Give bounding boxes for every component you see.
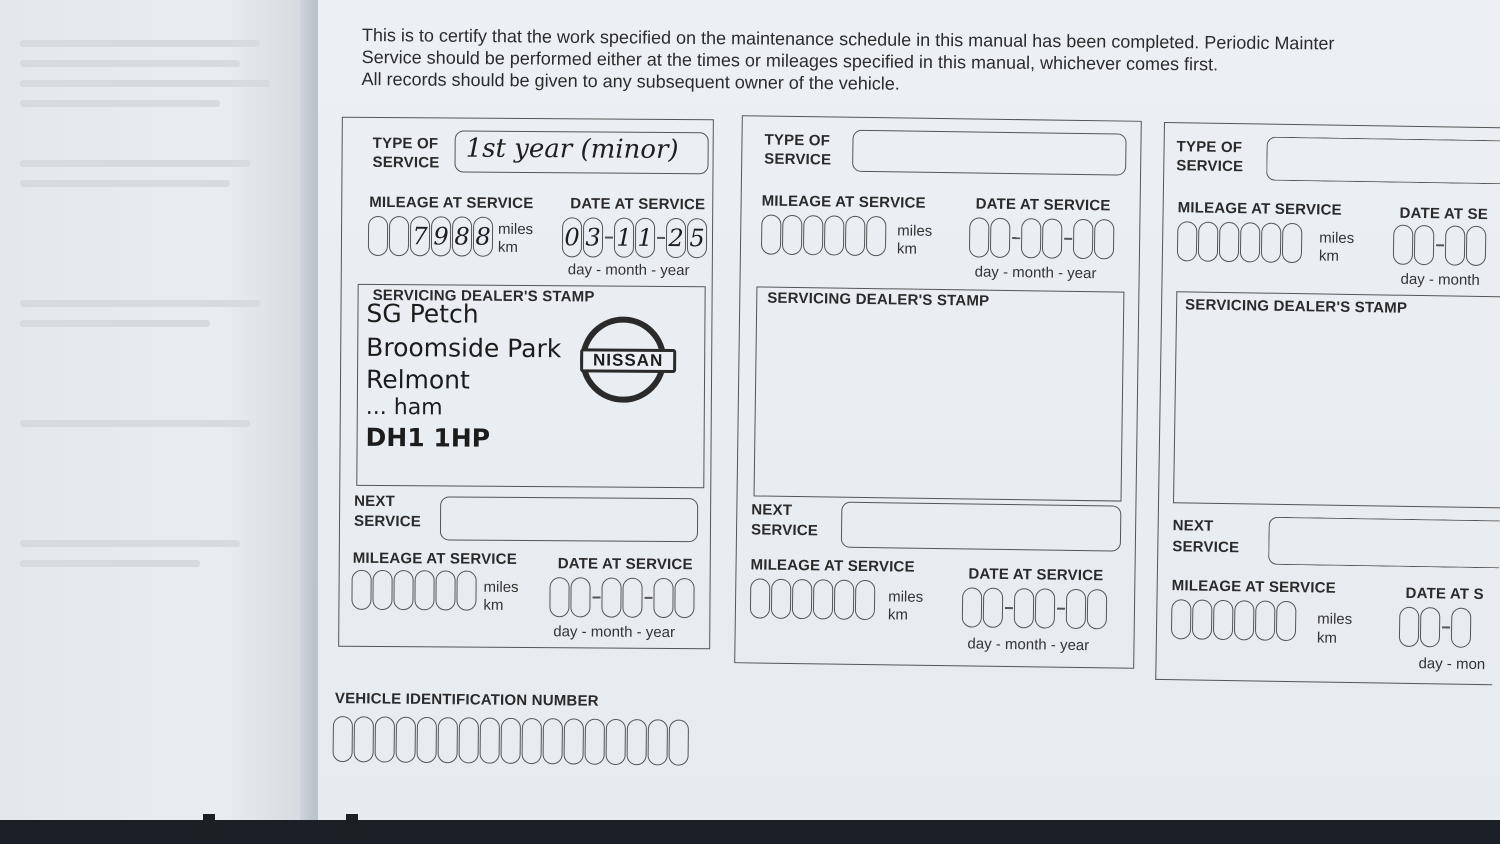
date-separator — [1005, 607, 1013, 609]
vin-char[interactable] — [543, 718, 563, 764]
mileage-digit[interactable] — [1234, 600, 1255, 640]
mileage-digit[interactable] — [435, 570, 455, 610]
miles-label: miles — [498, 220, 534, 239]
date-format-label-cut: day - month — [1400, 270, 1480, 289]
dealer-stamp-label: SERVICING DEALER'S STAMP — [372, 286, 595, 306]
dealer-stamp-label: SERVICING DEALER'S STAMP — [1184, 296, 1408, 317]
date-digit[interactable] — [653, 578, 673, 618]
mileage-digit[interactable] — [845, 216, 866, 256]
km-label: km — [896, 240, 918, 258]
next-service-field[interactable] — [440, 496, 698, 542]
stamp-postcode: DH1 1HP — [365, 422, 491, 453]
type-of-service-field[interactable] — [852, 130, 1127, 176]
vin-char[interactable] — [564, 718, 584, 764]
vin-char[interactable] — [438, 717, 458, 763]
next-service-label — [751, 500, 819, 541]
date-digit[interactable]: 2 — [666, 218, 686, 258]
date-digits[interactable] — [562, 217, 708, 258]
vin-digits[interactable] — [333, 716, 690, 766]
next-date-label: DATE AT SERVICE — [557, 555, 693, 574]
mileage-digit[interactable] — [803, 215, 824, 255]
date-digit[interactable] — [962, 587, 983, 627]
mileage-digit[interactable] — [782, 215, 803, 255]
service-record-1 — [338, 117, 714, 650]
dealer-stamp-box — [754, 286, 1125, 501]
left-page — [0, 0, 318, 844]
stamp-address-2: Relmont — [365, 364, 470, 395]
next-date-label-cut: DATE AT S — [1405, 584, 1484, 604]
date-digit[interactable]: 5 — [687, 218, 707, 258]
mileage-digits[interactable] — [1177, 221, 1304, 263]
intro-line-3: All records should be given to any subsequent owner of the vehicle. — [361, 68, 900, 94]
vin-char[interactable] — [668, 720, 688, 766]
next-mileage-digits[interactable] — [750, 578, 877, 620]
vin-char[interactable] — [480, 718, 500, 764]
date-digit[interactable] — [570, 577, 590, 617]
date-label: DATE AT SERVICE — [570, 195, 706, 214]
next-date-format-label: day - month - year — [967, 635, 1090, 655]
type-of-service-label — [764, 131, 832, 170]
date-digit[interactable] — [674, 578, 694, 618]
mileage-digit[interactable]: 9 — [431, 216, 451, 256]
date-digit[interactable]: 3 — [583, 217, 603, 257]
mileage-digit[interactable]: 7 — [410, 216, 430, 256]
date-digit[interactable] — [1087, 589, 1108, 629]
next-date-digits[interactable] — [1399, 607, 1473, 648]
service-record-2 — [734, 115, 1142, 669]
date-label: DATE AT SERVICE — [975, 195, 1111, 215]
next-label-2: SERVICE — [1172, 538, 1240, 557]
miles-label: miles — [1317, 610, 1353, 629]
date-digit[interactable] — [1073, 219, 1094, 259]
date-digits[interactable] — [969, 217, 1116, 259]
date-digit[interactable] — [1066, 589, 1087, 629]
vin-char[interactable] — [417, 717, 437, 763]
mileage-digit[interactable] — [456, 571, 476, 611]
next-service-field[interactable] — [841, 502, 1122, 552]
mileage-digit[interactable] — [1198, 222, 1219, 262]
next-service-label — [354, 492, 421, 532]
vin-char[interactable] — [375, 716, 395, 762]
mileage-digit[interactable] — [372, 570, 392, 610]
next-label-1: NEXT — [1172, 517, 1214, 535]
mileage-digit[interactable] — [855, 580, 876, 620]
date-digit[interactable] — [1094, 219, 1115, 259]
next-label-1: NEXT — [751, 501, 793, 519]
mileage-digit[interactable] — [1276, 601, 1297, 641]
mileage-digit[interactable] — [393, 570, 413, 610]
mileage-digits[interactable] — [761, 215, 888, 257]
next-mileage-label: MILEAGE AT SERVICE — [352, 549, 518, 568]
date-format-label: day - month - year — [567, 261, 690, 280]
mileage-digit[interactable] — [1240, 222, 1261, 262]
vin-char[interactable] — [459, 717, 479, 763]
next-date-digits[interactable] — [962, 587, 1109, 629]
date-digit[interactable]: 1 — [635, 218, 655, 258]
date-digit[interactable] — [549, 577, 569, 617]
km-label: km — [1316, 629, 1338, 647]
mileage-digit[interactable] — [1261, 223, 1282, 263]
date-digit[interactable] — [990, 218, 1011, 258]
type-of-service-label-2: SERVICE — [372, 153, 440, 172]
unit-labels — [897, 222, 933, 258]
date-digit[interactable] — [601, 578, 621, 618]
vin-char[interactable] — [354, 716, 374, 762]
intro-line-2: Service should be performed either at the times or mileages specified in this manual, whichever comes first. — [361, 46, 1219, 75]
next-label-2: SERVICE — [353, 512, 422, 531]
vin-char[interactable] — [648, 719, 668, 765]
mileage-digit[interactable] — [1177, 221, 1198, 261]
km-label: km — [1318, 247, 1340, 265]
type-of-service-label-2: SERVICE — [1176, 157, 1244, 176]
date-digit[interactable] — [1399, 607, 1420, 647]
date-digit[interactable] — [1451, 608, 1472, 648]
next-mileage-label: MILEAGE AT SERVICE — [750, 556, 915, 576]
mileage-digit[interactable] — [368, 216, 388, 256]
type-of-service-label — [1176, 137, 1244, 176]
next-mileage-digits[interactable] — [351, 570, 477, 611]
miles-label: miles — [888, 588, 924, 606]
next-date-format-label: day - month - year — [553, 623, 676, 642]
mileage-digit[interactable] — [750, 578, 771, 618]
mileage-digit[interactable] — [761, 215, 782, 255]
mileage-label: MILEAGE AT SERVICE — [761, 192, 926, 212]
km-label: km — [483, 596, 504, 614]
intro-line-1: This is to certify that the work specified on the maintenance schedule in this manual has been completed. Periodic Mainter — [361, 24, 1335, 54]
date-separator — [1064, 238, 1072, 240]
unit-labels — [498, 221, 533, 257]
nissan-logo-text: NISSAN — [580, 348, 676, 373]
page-tab-left — [203, 814, 215, 836]
next-mileage-label: MILEAGE AT SERVICE — [1171, 577, 1337, 597]
date-separator — [605, 237, 613, 239]
type-of-service-label — [372, 134, 439, 172]
page-tab-right — [346, 814, 358, 836]
date-separator — [1436, 245, 1444, 247]
vin-label: VEHICLE IDENTIFICATION NUMBER — [334, 690, 599, 710]
type-of-service-value: 1st year (minor) — [465, 133, 679, 166]
mileage-digit[interactable] — [414, 570, 434, 610]
dealer-stamp-label: SERVICING DEALER'S STAMP — [767, 289, 990, 310]
miles-label: miles — [897, 222, 933, 240]
vin-char[interactable] — [585, 719, 605, 765]
date-digit[interactable] — [622, 578, 642, 618]
vin-char[interactable] — [501, 718, 521, 764]
mileage-digit[interactable]: 8 — [452, 216, 472, 256]
service-record-3 — [1155, 122, 1500, 685]
mileage-digit[interactable] — [824, 215, 845, 255]
date-digit[interactable] — [1393, 225, 1414, 265]
date-format-label: day - month - year — [974, 263, 1097, 283]
mileage-digit[interactable] — [1213, 600, 1234, 640]
date-separator — [1442, 627, 1450, 629]
date-digit[interactable]: 1 — [614, 218, 634, 258]
date-digit[interactable] — [1466, 226, 1487, 266]
stamp-address-3: ... ham — [365, 394, 443, 421]
mileage-digit[interactable] — [1255, 600, 1276, 640]
miles-label: miles — [483, 578, 519, 596]
next-label-1: NEXT — [354, 492, 396, 511]
mileage-digit[interactable] — [771, 579, 792, 619]
type-of-service-field[interactable] — [454, 130, 708, 174]
next-service-label — [1172, 515, 1240, 558]
vin-char[interactable] — [606, 719, 626, 765]
date-separator — [1057, 608, 1065, 610]
mileage-digit[interactable] — [866, 216, 887, 256]
date-digits[interactable] — [1393, 225, 1488, 266]
next-unit-labels — [1317, 609, 1353, 648]
next-date-digits[interactable] — [549, 577, 695, 618]
date-digit[interactable] — [1420, 607, 1441, 647]
nissan-logo — [580, 316, 667, 403]
next-date-label: DATE AT SERVICE — [968, 565, 1104, 585]
type-of-service-label-2: SERVICE — [764, 150, 832, 169]
mileage-digit[interactable] — [834, 580, 855, 620]
stamp-address-1: Broomside Park — [366, 332, 562, 364]
next-label-2: SERVICE — [750, 521, 819, 540]
certification-text — [361, 24, 1500, 100]
date-separator — [592, 597, 600, 599]
mileage-digit[interactable] — [389, 216, 409, 256]
next-mileage-digits[interactable] — [1171, 599, 1298, 641]
date-digit[interactable] — [1414, 225, 1435, 265]
mileage-label: MILEAGE AT SERVICE — [369, 193, 534, 213]
date-label-cut: DATE AT SE — [1399, 204, 1489, 224]
date-separator — [657, 237, 665, 239]
date-digit[interactable] — [1021, 218, 1042, 258]
next-date-format-label-cut: day - mon — [1418, 655, 1486, 674]
mileage-digit[interactable] — [792, 579, 813, 619]
mileage-digit[interactable]: 8 — [473, 217, 493, 257]
type-of-service-label-1: TYPE OF — [764, 131, 831, 150]
date-digit[interactable] — [1445, 225, 1466, 265]
next-unit-labels — [888, 588, 924, 624]
dealer-stamp-box — [356, 284, 705, 488]
mileage-digit[interactable] — [1282, 223, 1303, 263]
miles-label: miles — [1319, 229, 1355, 248]
mileage-label: MILEAGE AT SERVICE — [1177, 199, 1342, 219]
dealer-stamp-box — [1173, 291, 1500, 508]
km-label: km — [497, 238, 519, 256]
date-digit[interactable] — [1042, 218, 1063, 258]
mileage-digit[interactable] — [813, 579, 834, 619]
date-digit[interactable] — [969, 217, 990, 257]
mileage-digit[interactable] — [1171, 599, 1192, 639]
mileage-digit[interactable] — [351, 570, 371, 610]
next-service-field[interactable] — [1268, 517, 1500, 569]
date-digit[interactable] — [983, 588, 1004, 628]
date-digit[interactable]: 0 — [562, 217, 582, 257]
date-digit[interactable] — [1014, 588, 1035, 628]
vin-char[interactable] — [396, 717, 416, 763]
vin-char[interactable] — [627, 719, 647, 765]
mileage-digit[interactable] — [1192, 600, 1213, 640]
stamp-dealer-name: SG Petch — [366, 298, 479, 329]
unit-labels — [1319, 229, 1355, 266]
vin-char[interactable] — [522, 718, 542, 764]
type-of-service-label-1: TYPE OF — [1176, 138, 1243, 157]
book-bottom-edge — [0, 820, 1500, 844]
next-unit-labels — [483, 579, 518, 615]
type-of-service-field[interactable] — [1266, 137, 1500, 185]
mileage-digits[interactable] — [368, 216, 494, 257]
type-of-service-label-1: TYPE OF — [372, 134, 439, 153]
date-separator — [1012, 237, 1020, 239]
date-digit[interactable] — [1035, 588, 1056, 628]
date-separator — [644, 597, 652, 599]
vin-char[interactable] — [333, 716, 353, 762]
km-label: km — [887, 606, 909, 624]
mileage-digit[interactable] — [1219, 222, 1240, 262]
